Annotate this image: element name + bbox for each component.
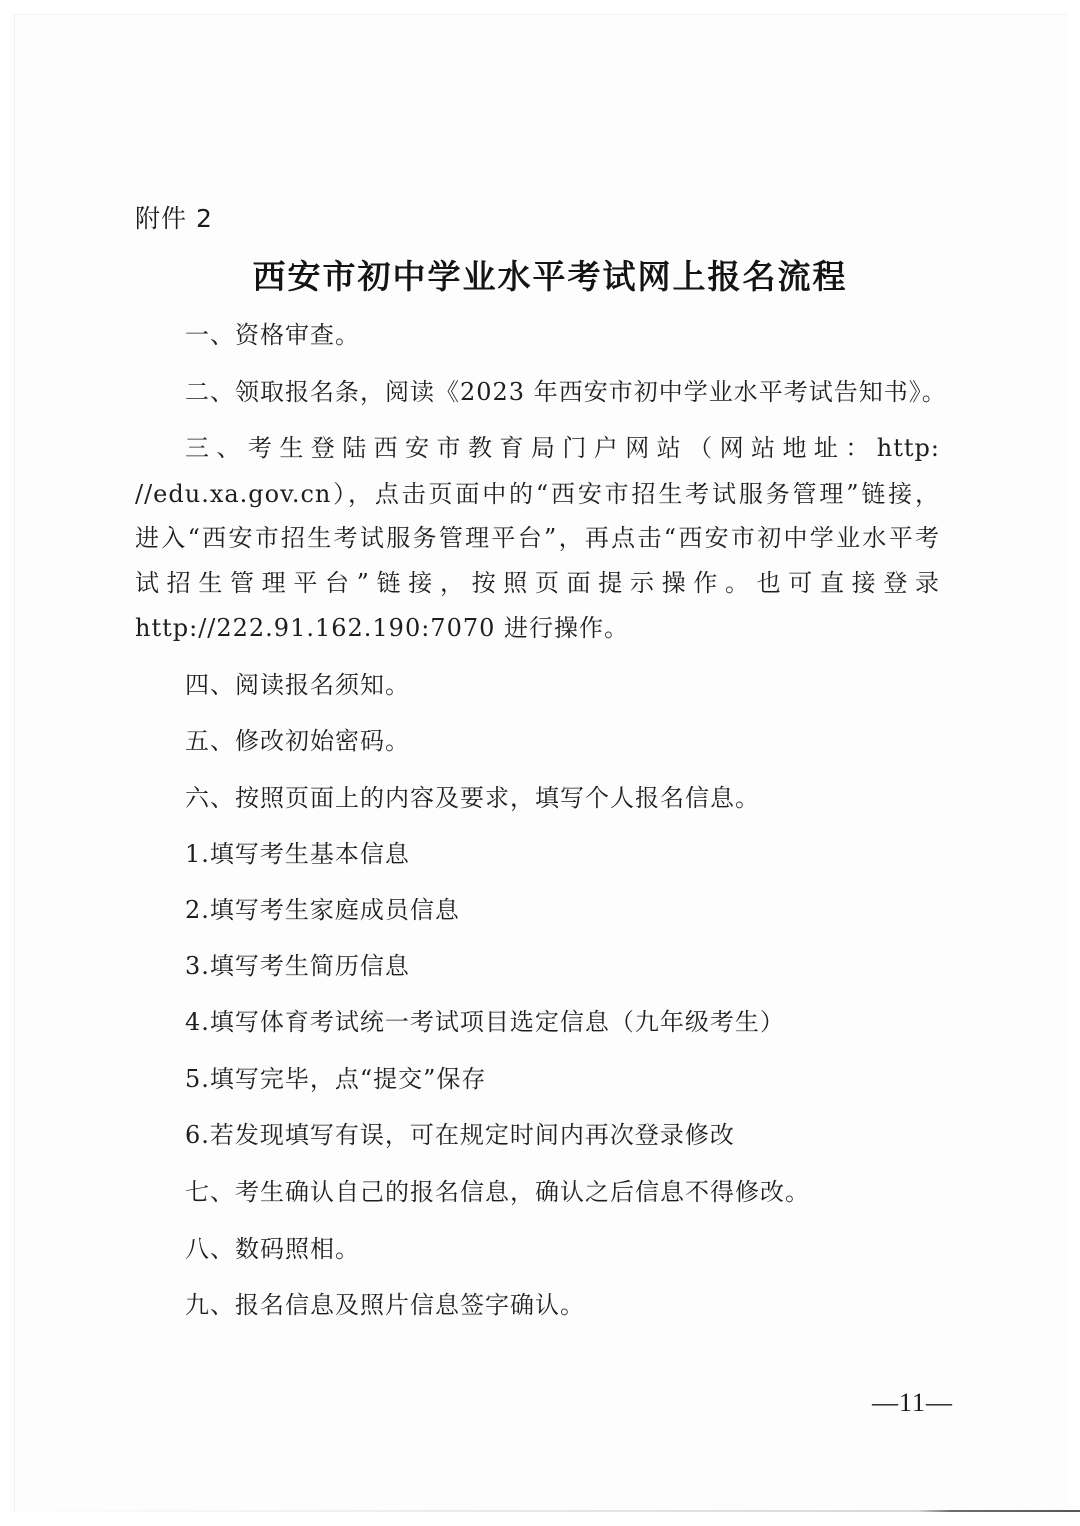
step-6-4-text: 4.填写体育考试统一考试项目选定信息（九年级考生）	[185, 1008, 785, 1036]
step-3-line-3: 进入“西安市招生考试服务管理平台”，再点击“西安市初中学业水平考	[135, 524, 940, 552]
document-title-text: 西安市初中学业水平考试网上报名流程	[252, 257, 848, 296]
step-6-1-text: 1.填写考生基本信息	[185, 840, 410, 868]
document-title	[0, 251, 1080, 298]
step-6-5-text: 5.填写完毕，点“提交”保存	[185, 1065, 487, 1093]
step-1-text: 一、资格审查。	[185, 321, 360, 349]
step-8-text: 八、数码照相。	[185, 1235, 360, 1263]
scan-edge-artifact	[0, 1510, 1080, 1512]
step-4-text: 四、阅读报名须知。	[185, 671, 410, 699]
step-3-line-1: 三、考生登陆西安市教育局门户网站（网站地址：http:	[185, 434, 940, 462]
step-3-line-5: http://222.91.162.190:7070 进行操作。	[135, 614, 630, 642]
step-9-text: 九、报名信息及照片信息签字确认。	[185, 1291, 585, 1319]
step-6-6-text: 6.若发现填写有误，可在规定时间内再次登录修改	[185, 1121, 735, 1149]
step-6-text: 六、按照页面上的内容及要求，填写个人报名信息。	[185, 784, 760, 812]
page-number: —11—	[872, 1388, 954, 1417]
step-2-text: 二、领取报名条，阅读《2023 年西安市初中学业水平考试告知书》。	[185, 378, 947, 406]
step-6-3-text: 3.填写考生简历信息	[185, 952, 410, 980]
attachment-label: 附件 2	[135, 204, 213, 233]
step-3-line-2: //edu.xa.gov.cn），点击页面中的“西安市招生考试服务管理”链接，	[135, 480, 940, 508]
step-5-text: 五、修改初始密码。	[185, 727, 410, 755]
step-3-line-4: 试招生管理平台”链接，按照页面提示操作。也可直接登录	[135, 569, 940, 597]
step-6-2-text: 2.填写考生家庭成员信息	[185, 896, 460, 924]
step-7-text: 七、考生确认自己的报名信息，确认之后信息不得修改。	[185, 1178, 810, 1206]
